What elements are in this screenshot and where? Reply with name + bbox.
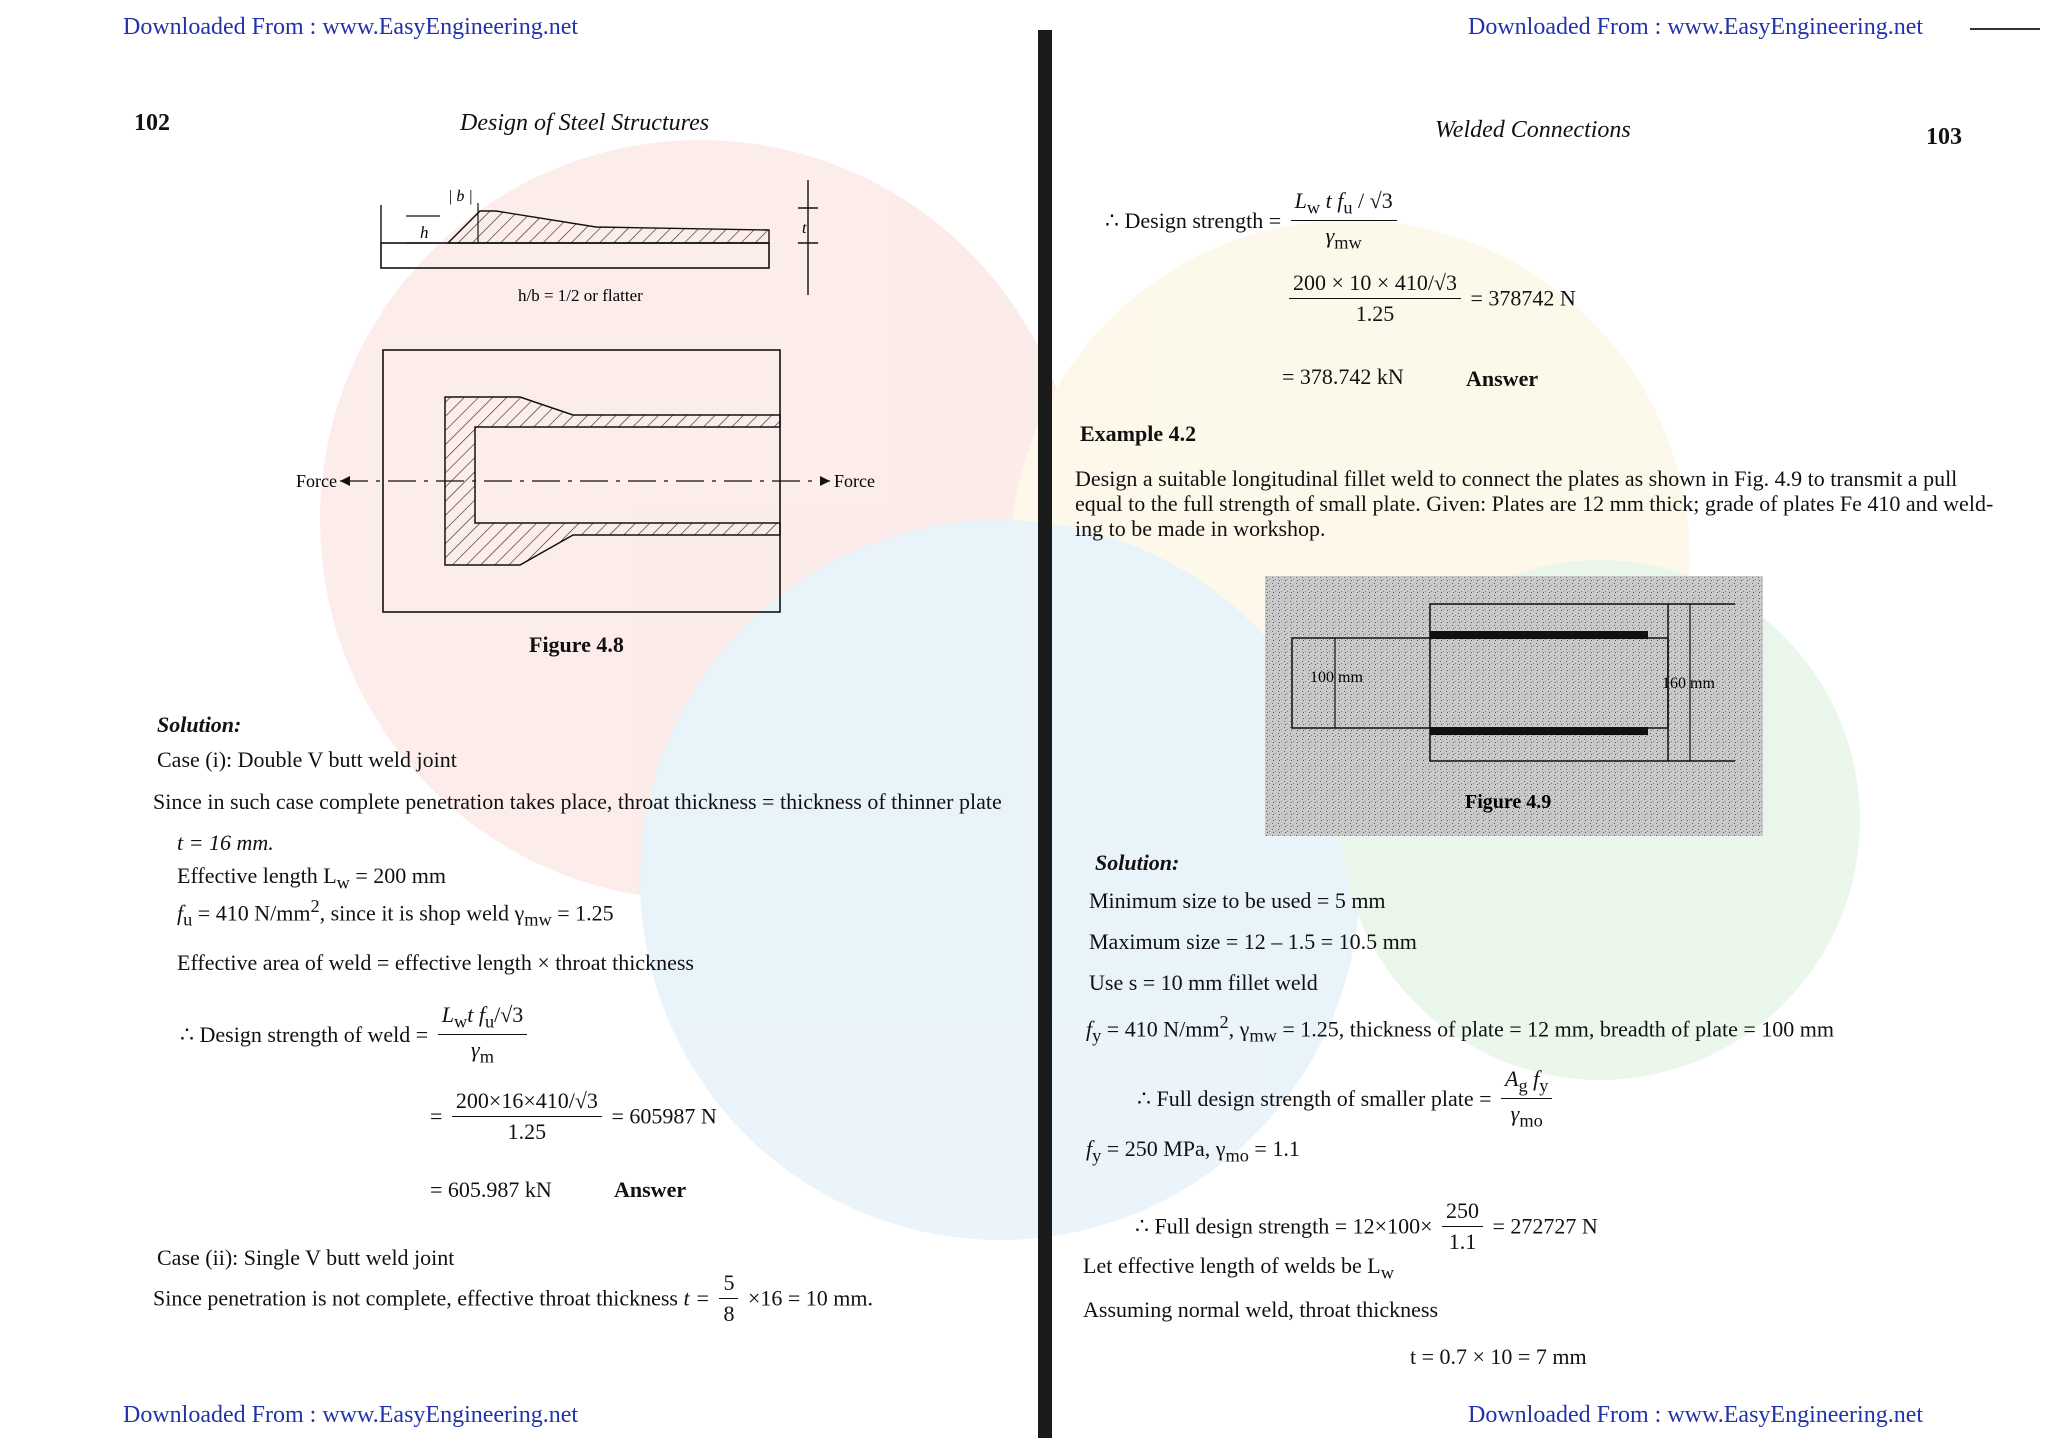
right-answer-label: Answer bbox=[1466, 366, 1539, 391]
case-2-heading: Case (ii): Single V butt weld joint bbox=[157, 1245, 455, 1270]
example-text-line-3: ing to be made in workshop. bbox=[1075, 516, 1326, 541]
design-strength-calc: $\frac{200 \times 10 \times 410/√3}{1.25}$ = 378742 N bbox=[1285, 270, 1576, 327]
full-design-strength-calc: ∴ Full design strength = 12×100× $\frac{250}{1.1}$ = 272727 N bbox=[1135, 1198, 1598, 1254]
fig-4-9-dim-100: 100 mm bbox=[1310, 669, 1363, 686]
example-text-line-2: equal to the full strength of small plate. Given: Plates are 12 mm thick; grade of plates Fe 410 and weld- bbox=[1075, 491, 1994, 516]
material-properties-line: $f_y = 410$ $N/mm^2$, $\gamma_{mw} = 1.25$, thickness of plate = 12 mm, breadth of plate = 100 mm bbox=[1086, 1012, 1835, 1046]
right-solution-heading: Solution: bbox=[1095, 850, 1180, 875]
design-strength-weld-kn: = 605.987 kN bbox=[430, 1177, 552, 1202]
effective-length-line: Effective length $L_w = 200$ mm bbox=[177, 863, 447, 893]
header-download-link-right[interactable]: Downloaded From : www.EasyEngineering.net bbox=[1468, 14, 1924, 40]
footer-download-link-right[interactable]: Downloaded From : www.EasyEngineering.net bbox=[1468, 1402, 1924, 1428]
plate-taper-caption: h/b = 1/2 or flatter bbox=[518, 286, 643, 305]
right-running-title: Welded Connections bbox=[1435, 117, 1631, 143]
effective-area-line: Effective area of weld = effective length × throat thickness bbox=[177, 950, 694, 975]
figure-4-8 bbox=[290, 345, 875, 620]
fig-4-9-dim-160: 160 mm bbox=[1662, 675, 1715, 692]
book-spine bbox=[1038, 30, 1052, 1438]
throat-7mm-line: t = 0.7 × 10 = 7 mm bbox=[1410, 1344, 1587, 1369]
full-design-strength-eq: ∴ Full design strength of smaller plate = $\frac{A_g f_y}{\gamma_{mo}}$ bbox=[1137, 1066, 1556, 1132]
header-rule bbox=[1970, 28, 2040, 30]
plate-taper-figure bbox=[370, 175, 830, 310]
maximum-size-line: Maximum size = 12 – 1.5 = 10.5 mm bbox=[1089, 929, 1417, 954]
design-strength-weld-calc: = $\frac{200\times 16\times 410/√3}{1.25}$ = 605987 N bbox=[430, 1088, 717, 1144]
dim-h-label: h bbox=[420, 223, 429, 242]
right-page-number: 103 bbox=[1926, 124, 1962, 150]
use-size-line: Use s = 10 mm fillet weld bbox=[1089, 970, 1318, 995]
force-label-right: Force bbox=[834, 471, 875, 491]
single-v-throat-line: Since penetration is not complete, effective throat thickness t = $\frac{5}{8}$ ×16 = 10 mm. bbox=[153, 1270, 873, 1326]
minimum-size-line: Minimum size to be used = 5 mm bbox=[1089, 888, 1386, 913]
left-answer-label: Answer bbox=[614, 1177, 687, 1202]
dim-b-label: | b | bbox=[448, 188, 473, 205]
left-page-number: 102 bbox=[134, 110, 170, 136]
figure-4-9 bbox=[1265, 576, 1763, 836]
footer-download-link-left[interactable]: Downloaded From : www.EasyEngineering.net bbox=[123, 1402, 579, 1428]
example-text-line-1: Design a suitable longitudinal fillet weld to connect the plates as shown in Fig. 4.9 to transmit a pull bbox=[1075, 466, 1958, 491]
example-4-2-heading: Example 4.2 bbox=[1080, 421, 1197, 446]
design-strength-weld-eq: ∴ Design strength of weld = $\frac{L_wt f_u/√3}{\gamma_m}$ bbox=[180, 1002, 531, 1068]
fy-250-line: $f_y = 250$ MPa, $\gamma_{mo} = 1.1$ bbox=[1086, 1136, 1300, 1166]
left-solution-heading: Solution: bbox=[157, 712, 242, 737]
let-effective-length-line: Let effective length of welds be $L_w$ bbox=[1083, 1253, 1394, 1283]
dim-t-label: t bbox=[802, 220, 807, 237]
left-running-title: Design of Steel Structures bbox=[460, 110, 710, 136]
assuming-normal-weld-line: Assuming normal weld, throat thickness bbox=[1083, 1297, 1439, 1322]
fu-line: $f_u = 410$ $N/mm^2$, since it is shop weld $\gamma_{mw} = 1.25$ bbox=[177, 896, 614, 930]
figure-4-9-caption: Figure 4.9 bbox=[1465, 791, 1552, 813]
penetration-line: Since in such case complete penetration takes place, throat thickness = thickness of thinner plate bbox=[153, 789, 1002, 814]
design-strength-kn: = 378.742 kN bbox=[1282, 364, 1404, 389]
figure-4-8-caption: Figure 4.8 bbox=[529, 632, 624, 657]
case-1-heading: Case (i): Double V butt weld joint bbox=[157, 747, 457, 772]
force-label-left: Force bbox=[296, 471, 337, 491]
throat-thickness-line: t = 16 mm. bbox=[177, 830, 274, 855]
design-strength-eq: ∴ Design strength = $\frac{L_w t f_u / √3}{\gamma_{mw}}$ bbox=[1105, 188, 1401, 254]
header-download-link-left[interactable]: Downloaded From : www.EasyEngineering.net bbox=[123, 14, 579, 40]
